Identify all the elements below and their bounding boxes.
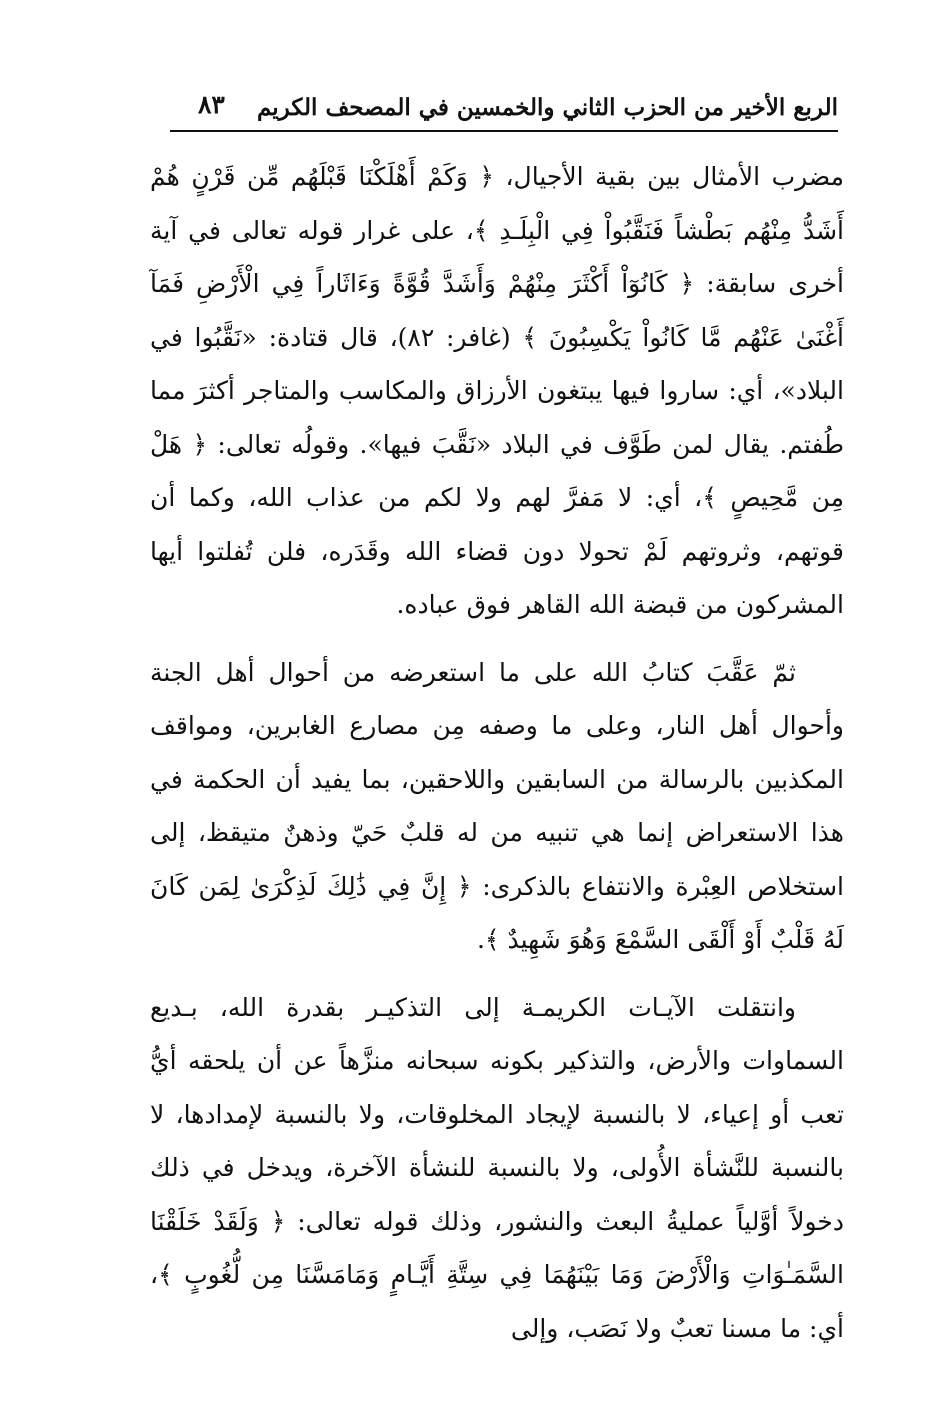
paragraph-gap <box>150 967 844 981</box>
paragraph-1: مضرب الأمثال بين بقية الأجيال، ﴿ وَكَمْ أَهْلَكْنَا قَبْلَهُم مِّن قَرْنٍ هُمْ أَشَدُّ مِنْهُم بَطْشاً فَنَقَّبُواْ فِي الْبِلَـدِ ﴾، على غرار قوله تعالى في آية أخرى سابقة: ﴿ كَانُوٓاْ أَكْثَرَ مِنْهُمْ وَأَشَدَّ قُوَّةً وَءَاثَاراً فِي الْأَرْضِ فَمَآ أَغْنَىٰ عَنْهُم مَّا كَانُواْ يَكْسِبُونَ ﴾ (غافر: ٨٢)، قال قتادة: «نَقَّبُوا في البلاد»، أي: ساروا فيها يبتغون الأرزاق والمكاسب والمتاجر أكثرَ مما طُفتم. يقال لمن طَوَّف في البلاد «نَقَّبَ فيها». وقولُه تعالى: ﴿ هَلْ مِن مَّحِيصٍ ﴾، أي: لا مَفرَّ لهم ولا لكم من عذاب الله، وكما أن قوتهم، وثروتهم لَمْ تحولا دون قضاء الله وقَدَره، فلن تُفلتوا أيها المشركون من قبضة الله القاهر فوق عباده. <box>150 162 844 619</box>
paragraph-2: ثمّ عَقَّبَ كتابُ الله على ما استعرضه من أحوال أهل الجنة وأحوال أهل النار، وعلى ما وصفه مِن مصارع الغابرين، ومواقف المكذبين بالرسالة من السابقين واللاحقين، بما يفيد أن الحكمة في هذا الاستعراض إنما هي تنبيه من له قلبٌ حَيّ وذهنٌ متيقظ، إلى استخلاص العِبْرة والانتفاع بالذكرى: ﴿ إِنَّ فِي ذَٰلِكَ لَذِكْرَىٰ لِمَن كَانَ لَهُ قَلْبٌ أَوْ أَلْقَى السَّمْعَ وَهُوَ شَهِيدٌ ﴾. <box>150 657 844 954</box>
header-rule <box>170 130 838 132</box>
paragraph-3: وانتقلت الآيـات الكريمـة إلى التذكيـر بقدرة الله، بـديع السماوات والأرض، والتذكير بكونه سبحانه منزَّهاً عن أن يلحقه أيُّ تعب أو إعياء، لا بالنسبة لإيجاد المخلوقات، ولا بالنسبة لإمدادها، لا بالنسبة للنَّشأة الأُولى، ولا بالنسبة للنشأة الآخرة، ويدخل في ذلك دخولاً أوَّلياً عمليةُ البعث والنشور، وذلك قوله تعالى: ﴿ وَلَقَدْ خَلَقْنَا السَّمَـٰوَاتِ وَالْأَرْضَ وَمَا بَيْنَهُمَا فِي سِتَّةِ أَيَّـامٍ وَمَامَسَّنَا مِن لُّغُوبٍ ﴾، أي: ما مسنا تعبٌ ولا نَصَب، وإلى <box>150 992 844 1343</box>
page-header <box>170 88 838 132</box>
body-text <box>150 150 844 1343</box>
running-title: الربع الأخير من الحزب الثاني والخمسين في المصحف الكريم <box>256 94 838 121</box>
paragraph-gap <box>150 632 844 646</box>
page-number: ٨٣ <box>198 90 225 119</box>
